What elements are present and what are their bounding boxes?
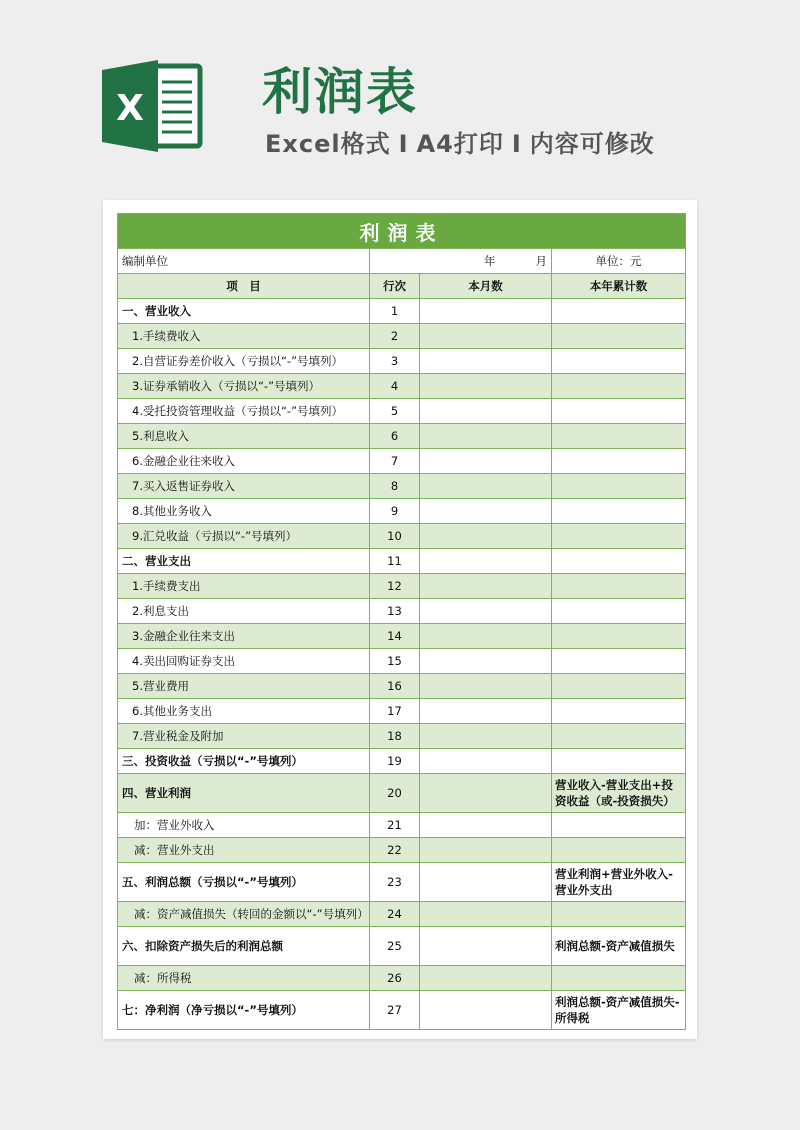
row-line-number: 10 — [370, 524, 420, 549]
row-line-number: 19 — [370, 749, 420, 774]
row-item-label: 加：营业外收入 — [118, 813, 370, 838]
row-item-label: 1.手续费收入 — [118, 324, 370, 349]
row-ytd-cell[interactable] — [552, 599, 686, 624]
row-ytd-cell[interactable] — [552, 374, 686, 399]
row-ytd-cell[interactable] — [552, 966, 686, 991]
row-ytd-cell[interactable] — [552, 724, 686, 749]
row-line-number: 4 — [370, 374, 420, 399]
row-ytd-cell[interactable] — [552, 324, 686, 349]
row-line-number: 23 — [370, 863, 420, 902]
income-statement-table — [117, 213, 686, 1030]
page-title: 利润表 — [262, 63, 418, 121]
row-current-month-cell[interactable] — [420, 991, 552, 1030]
row-ytd-cell[interactable] — [552, 902, 686, 927]
excel-logo-letter: X — [116, 88, 144, 129]
col-header-line: 行次 — [370, 274, 420, 299]
date-cell[interactable] — [370, 249, 552, 274]
subtitle-separator: I — [511, 130, 522, 158]
row-current-month-cell[interactable] — [420, 524, 552, 549]
table-row — [118, 349, 686, 374]
subtitle-editable: 内容可修改 — [529, 130, 655, 158]
row-item-label: 2.利息支出 — [118, 599, 370, 624]
row-ytd-cell[interactable] — [552, 449, 686, 474]
row-item-label: 6.金融企业往来收入 — [118, 449, 370, 474]
row-ytd-cell[interactable] — [552, 749, 686, 774]
table-row — [118, 724, 686, 749]
row-current-month-cell[interactable] — [420, 927, 552, 966]
row-item-label: 二、营业支出 — [118, 549, 370, 574]
row-current-month-cell[interactable] — [420, 299, 552, 324]
row-ytd-cell[interactable] — [552, 624, 686, 649]
col-header-item: 项 目 — [118, 274, 370, 299]
table-row — [118, 399, 686, 424]
row-item-label: 三、投资收益（亏损以“-”号填列） — [118, 749, 370, 774]
row-line-number: 8 — [370, 474, 420, 499]
row-current-month-cell[interactable] — [420, 724, 552, 749]
row-line-number: 14 — [370, 624, 420, 649]
row-current-month-cell[interactable] — [420, 966, 552, 991]
row-ytd-cell[interactable] — [552, 424, 686, 449]
row-ytd-cell[interactable] — [552, 474, 686, 499]
row-item-label: 减：所得税 — [118, 966, 370, 991]
table-row — [118, 966, 686, 991]
row-item-label: 9.汇兑收益（亏损以“-”号填列） — [118, 524, 370, 549]
table-row — [118, 813, 686, 838]
row-current-month-cell[interactable] — [420, 838, 552, 863]
table-row — [118, 774, 686, 813]
row-current-month-cell[interactable] — [420, 349, 552, 374]
col-header-month: 本月数 — [420, 274, 552, 299]
row-line-number: 27 — [370, 991, 420, 1030]
table-row — [118, 424, 686, 449]
row-ytd-cell[interactable] — [552, 549, 686, 574]
row-item-label: 8.其他业务收入 — [118, 499, 370, 524]
table-row — [118, 299, 686, 324]
info-row — [118, 249, 686, 274]
row-current-month-cell[interactable] — [420, 624, 552, 649]
excel-logo-icon — [100, 58, 204, 154]
row-item-label: 4.受托投资管理收益（亏损以“-”号填列） — [118, 399, 370, 424]
table-row — [118, 374, 686, 399]
row-line-number: 7 — [370, 449, 420, 474]
row-line-number: 13 — [370, 599, 420, 624]
row-line-number: 15 — [370, 649, 420, 674]
row-line-number: 9 — [370, 499, 420, 524]
row-item-label: 6.其他业务支出 — [118, 699, 370, 724]
row-line-number: 20 — [370, 774, 420, 813]
row-current-month-cell[interactable] — [420, 499, 552, 524]
row-ytd-cell[interactable] — [552, 524, 686, 549]
row-ytd-cell[interactable] — [552, 649, 686, 674]
row-ytd-cell[interactable] — [552, 699, 686, 724]
row-line-number: 24 — [370, 902, 420, 927]
row-line-number: 2 — [370, 324, 420, 349]
table-row — [118, 699, 686, 724]
row-current-month-cell[interactable] — [420, 374, 552, 399]
row-item-label: 减：资产减值损失（转回的金额以“-”号填列） — [118, 902, 370, 927]
row-current-month-cell[interactable] — [420, 774, 552, 813]
table-row — [118, 574, 686, 599]
table-row — [118, 549, 686, 574]
row-item-label: 一、营业收入 — [118, 299, 370, 324]
table-row — [118, 324, 686, 349]
row-line-number: 6 — [370, 424, 420, 449]
row-item-label: 4.卖出回购证券支出 — [118, 649, 370, 674]
spreadsheet-page — [103, 200, 697, 1039]
row-item-label: 四、营业利润 — [118, 774, 370, 813]
table-row — [118, 449, 686, 474]
row-item-label: 3.证券承销收入（亏损以“-”号填列） — [118, 374, 370, 399]
row-item-label: 减：营业外支出 — [118, 838, 370, 863]
row-current-month-cell[interactable] — [420, 674, 552, 699]
table-row — [118, 499, 686, 524]
row-line-number: 16 — [370, 674, 420, 699]
row-current-month-cell[interactable] — [420, 399, 552, 424]
row-item-label: 七：净利润（净亏损以“-”号填列） — [118, 991, 370, 1030]
table-row — [118, 991, 686, 1030]
row-ytd-cell[interactable] — [552, 349, 686, 374]
table-row — [118, 624, 686, 649]
row-line-number: 18 — [370, 724, 420, 749]
table-row — [118, 524, 686, 549]
row-item-label: 六、扣除资产损失后的利润总额 — [118, 927, 370, 966]
row-item-label: 7.买入返售证券收入 — [118, 474, 370, 499]
row-current-month-cell[interactable] — [420, 324, 552, 349]
row-ytd-cell[interactable] — [552, 813, 686, 838]
row-item-label: 2.自营证券差价收入（亏损以“-”号填列） — [118, 349, 370, 374]
table-row — [118, 674, 686, 699]
year-label: 年 — [484, 254, 496, 268]
row-ytd-cell[interactable] — [552, 674, 686, 699]
row-ytd-cell[interactable]: 利润总额-资产减值损失-所得税 — [552, 991, 686, 1030]
row-current-month-cell[interactable] — [420, 863, 552, 902]
row-current-month-cell[interactable] — [420, 599, 552, 624]
row-current-month-cell[interactable] — [420, 902, 552, 927]
row-current-month-cell[interactable] — [420, 424, 552, 449]
row-item-label: 1.手续费支出 — [118, 574, 370, 599]
table-title: 利润表 — [118, 214, 686, 249]
table-row — [118, 649, 686, 674]
subtitle-separator: I — [398, 130, 409, 158]
row-current-month-cell[interactable] — [420, 449, 552, 474]
row-ytd-cell[interactable] — [552, 399, 686, 424]
unit-label: 单位：元 — [552, 249, 686, 274]
table-row — [118, 749, 686, 774]
row-item-label: 5.营业费用 — [118, 674, 370, 699]
row-ytd-cell[interactable] — [552, 299, 686, 324]
table-row — [118, 838, 686, 863]
row-line-number: 26 — [370, 966, 420, 991]
table-row — [118, 863, 686, 902]
column-header-row — [118, 274, 686, 299]
row-current-month-cell[interactable] — [420, 649, 552, 674]
row-item-label: 五、利润总额（亏损以“-”号填列） — [118, 863, 370, 902]
row-ytd-cell[interactable] — [552, 838, 686, 863]
row-line-number: 17 — [370, 699, 420, 724]
month-label: 月 — [535, 254, 547, 268]
row-line-number: 5 — [370, 399, 420, 424]
table-title-row — [118, 214, 686, 249]
row-line-number: 11 — [370, 549, 420, 574]
row-item-label: 3.金融企业往来支出 — [118, 624, 370, 649]
row-current-month-cell[interactable] — [420, 549, 552, 574]
subtitle-format: Excel格式 — [265, 130, 391, 158]
row-line-number: 21 — [370, 813, 420, 838]
row-line-number: 22 — [370, 838, 420, 863]
row-line-number: 1 — [370, 299, 420, 324]
row-ytd-cell[interactable]: 营业利润+营业外收入-营业外支出 — [552, 863, 686, 902]
row-ytd-cell[interactable]: 利润总额-资产减值损失 — [552, 927, 686, 966]
company-label[interactable]: 编制单位 — [118, 249, 370, 274]
row-item-label: 7.营业税金及附加 — [118, 724, 370, 749]
row-line-number: 3 — [370, 349, 420, 374]
subtitle — [265, 124, 655, 159]
subtitle-print: A4打印 — [416, 130, 504, 158]
row-current-month-cell[interactable] — [420, 699, 552, 724]
row-line-number: 12 — [370, 574, 420, 599]
table-row — [118, 902, 686, 927]
row-ytd-cell[interactable] — [552, 574, 686, 599]
row-ytd-cell[interactable]: 营业收入-营业支出+投资收益（或-投资损失） — [552, 774, 686, 813]
row-line-number: 25 — [370, 927, 420, 966]
row-current-month-cell[interactable] — [420, 574, 552, 599]
row-current-month-cell[interactable] — [420, 813, 552, 838]
col-header-ytd: 本年累计数 — [552, 274, 686, 299]
row-item-label: 5.利息收入 — [118, 424, 370, 449]
row-current-month-cell[interactable] — [420, 474, 552, 499]
row-current-month-cell[interactable] — [420, 749, 552, 774]
table-row — [118, 599, 686, 624]
table-row — [118, 927, 686, 966]
row-ytd-cell[interactable] — [552, 499, 686, 524]
table-row — [118, 474, 686, 499]
